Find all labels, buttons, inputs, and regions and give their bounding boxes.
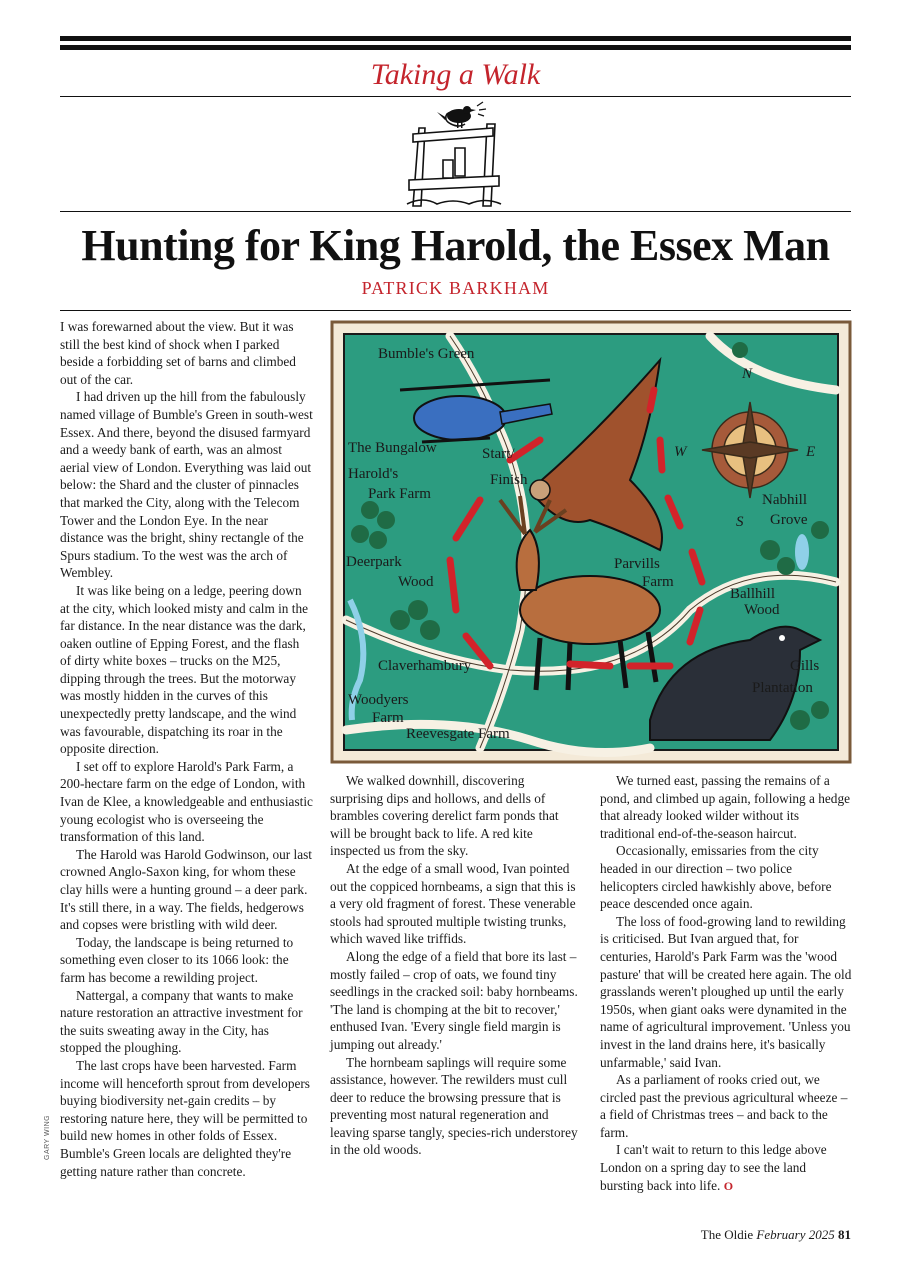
paragraph: The loss of food-growing land to rewilding is criticised. But Ivan argued that, for centuries, Harold's Park Farm was the 'wood pasture' that will be created here again. The old grasslands weren't ploughed up until the early 1950s, when giant oaks were dynamited in the name of agricultural improvement. 'Unless you invest in the land drains here, it's basically unfarmable,' said Ivan. [600,913,852,1070]
map-label: Harold's [348,466,399,482]
header-rule-second [60,45,851,50]
paragraph: I was forewarned about the view. But it was still the best kind of shock when I parked beside a forbidding set of barns and climbed out of the car. [60,319,296,387]
map-label: Deerpark [346,554,402,570]
header-rule-top [60,36,851,41]
map-label: Parvills [614,556,660,572]
map-label: Ballhill [730,586,775,602]
compass-label-e: E [806,444,816,460]
paragraph: Along the edge of a field that bore its last – mostly failed – crop of oats, we found tiny seedlings in the cracked soil: baby hornbeams. 'The land is chomping at the bit to recover,' enthused Ivan. 'Every single field margin is jumping out already.' [330,948,578,1052]
walk-route-map [330,320,852,764]
compass-label-s: S [736,514,744,530]
final-paragraph-text: I can't wait to return to this ledge above London on a spring day to see the land bursting back into life. [600,1142,827,1193]
page-number: 81 [838,1227,851,1242]
paragraph: I had driven up the hill from the fabulously named village of Bumble's Green in south-west Essex. And there, beyond the disused farmyard and a weedy bank of earth, was an almost aerial view of London. Everything was laid out below: the Shard and the cluster of pinnacles that marked the City, along with the Telecom Tower and the London Eye. In the near distance was the bright, shiny rectangle of the Spurs stadium. To the west was the arch of Wembley. [60,389,313,581]
map-label: Park Farm [368,486,431,502]
map-label: Start/ [482,446,515,462]
map-label: Claverhambury [378,658,472,674]
map-label: Woodyers [348,692,409,708]
map-label: Gills [790,658,820,674]
magazine-name: The Oldie [700,1227,754,1242]
compass-label-w: W [674,444,687,460]
illustration-credit: GARY WING [44,1114,51,1160]
paragraph: Occasionally, emissaries from the city headed in our direction – two police helicopters circled hawkishly above, before peace descended once again. [600,843,832,912]
paragraph: The Harold was Harold Godwinson, our last crowned Anglo-Saxon king, for whom these clay hills were a hunting ground – a deer park. It's still there, in a way. The fields, hedgerows and copses were bristling with wild deer. [60,846,312,933]
article-column-3 [600,772,852,1195]
paragraph: At the edge of a small wood, Ivan pointed out the coppiced hornbeams, a sign that this is a very old fragment of forest. These venerable stools had sprouted multiple twisting trunks, which waved like triffids. [330,860,576,947]
section-rule [60,96,851,97]
byline: PATRICK BARKHAM [361,278,550,298]
map-label: Plantation [752,680,813,696]
map-label: Farm [372,710,404,726]
end-mark-icon: O [723,1178,734,1193]
paragraph: Today, the landscape is being returned to something even closer to its 1066 look: the farm has become a rewilding project. [60,934,294,985]
paragraph: We walked downhill, discovering surprising dips and hollows, and dells of brambles covering derelict farm ponds that will be brought back to life. A red kite inspected us from the sky. [330,773,559,859]
map-label: The Bungalow [348,440,437,456]
map-label: Wood [398,574,434,590]
map-label: Farm [642,574,674,590]
paragraph [600,1141,852,1195]
page-footer [701,1227,851,1243]
paragraph: The last crops have been harvested. Farm income will henceforth sprout from developers buying biodiversity net-gain credits – by restoring nature here, they will be permitted to build new homes in other folds of Essex. Bumble's Green locals are delighted they're getting nature rather than concrete. [60,1057,310,1179]
article-column-2 [330,772,580,1159]
map-label: Reevesgate Farm [406,726,510,742]
headline: Hunting for King Harold, the Essex Man [81,221,830,270]
paragraph: As a parliament of rooks cried out, we circled past the previous agricultural wheeze – a field of Christmas trees – and back to the farm. [600,1072,848,1140]
paragraph: The hornbeam saplings will require some assistance, however. The rewilders must cull deer to reduce the browsing pressure that is preventing most natural regeneration and leaving sparse tangly, species-rich understorey in the old woods. [330,1054,578,1158]
map-label: Bumble's Green [378,346,475,362]
headline-rule-top [60,211,851,212]
byline-rule [60,310,851,311]
compass-label-n: N [742,366,753,382]
map-label: Wood [744,602,780,618]
issue-date: February 2025 [756,1227,835,1242]
map-label: Grove [770,512,808,528]
paragraph: I set off to explore Harold's Park Farm, a 200-hectare farm on the edge of London, with Ivan de Klee, a knowledgeable and enthusiastic young ecologist who is overseeing the transformation of this land. [60,758,313,845]
map-label: Finish [490,472,528,488]
paragraph: We turned east, passing the remains of a pond, and climbed up again, following a hedge that already looked wilder without its traditional end-of-the-season haircut. [600,773,850,841]
paragraph: Nattergal, a company that wants to make nature restoration an attractive investment for the suits sweating away in the City, has stopped the ploughing. [60,987,303,1056]
stile-bird-illustration [403,98,503,210]
section-title: Taking a Walk [370,58,541,91]
map-label: Nabhill [762,492,807,508]
paragraph: It was like being on a ledge, peering down at the city, which looked misty and calm in the far distance. In the near distance was the dark, oaken outline of Epping Forest, and the flash of dirty white boxes – trucks on the M25, dipping through the trees. But the motorway was mostly hidden in the curves of this unexpectedly pretty landscape, and the wind was favourable, dispatching its roar in the opposite direction. [60,582,309,757]
article-column-1 [60,318,313,1180]
